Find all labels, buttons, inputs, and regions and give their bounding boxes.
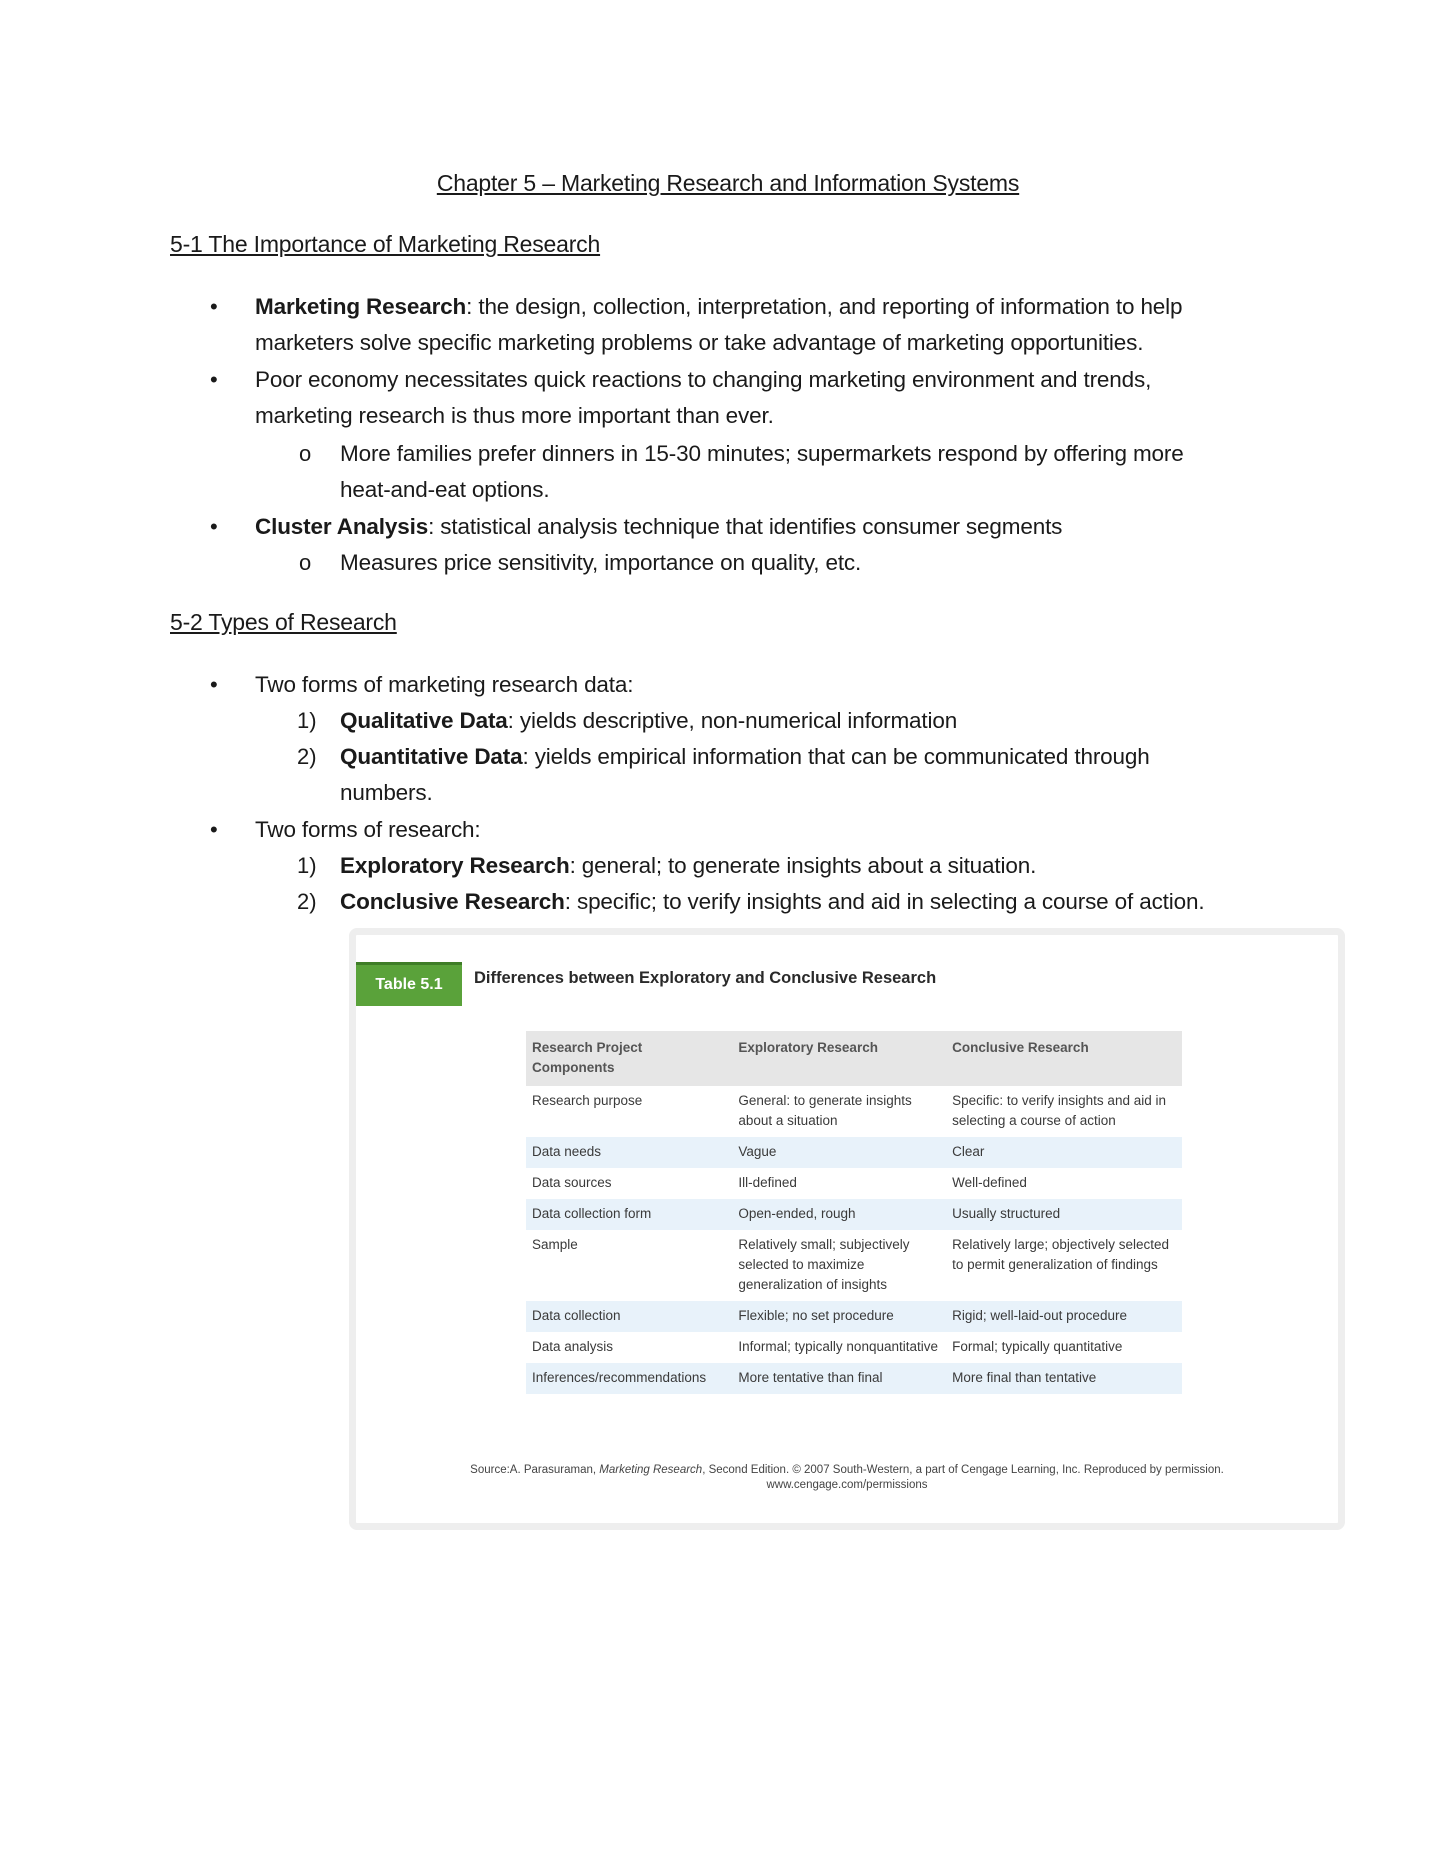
source-suffix: , Second Edition. © 2007 South-Western, a part of Cengage Learning, Inc. Reproduced by permission.	[702, 1464, 1224, 1476]
table-row	[526, 1086, 1182, 1137]
table-source-note	[356, 1463, 1338, 1493]
sub-bullet-continuation: heat-and-eat options.	[340, 477, 550, 502]
table-cell: Sample	[532, 1237, 578, 1252]
table-cell: Data collection form	[526, 1199, 732, 1230]
bullet-marker: •	[210, 367, 218, 392]
table-figure	[349, 928, 1345, 1530]
source-permissions-url: www.cengage.com/permissions	[766, 1479, 928, 1491]
list-item-continuation: numbers.	[340, 780, 433, 805]
term-quantitative-data: Quantitative Data	[340, 744, 523, 769]
bullet-marker: •	[210, 294, 218, 319]
bullet-two-forms-data: Two forms of marketing research data:	[255, 672, 634, 697]
definition-text: : statistical analysis technique that identifies consumer segments	[428, 514, 1063, 539]
list-item-conclusive	[340, 888, 1204, 916]
sub-bullet-marker: o	[299, 441, 312, 466]
definition-text: : yields empirical information that can be communicated through	[522, 744, 1150, 769]
section-heading-5-1: 5-1 The Importance of Marketing Research	[170, 231, 601, 257]
sub-bullet-families: More families prefer dinners in 15-30 minutes; supermarkets respond by offering more	[340, 441, 1184, 466]
bullet-marker: •	[210, 514, 218, 539]
bullet-poor-economy: Poor economy necessitates quick reactions to changing marketing environment and trends,	[255, 367, 1152, 392]
table-cell: Relatively large; objectively selected to permit generalization of findings	[952, 1237, 1169, 1272]
definition-text: : general; to generate insights about a situation.	[569, 853, 1037, 878]
list-number: 2)	[297, 889, 317, 914]
table-title: Differences between Exploratory and Conclusive Research	[474, 969, 937, 987]
term-conclusive-research: Conclusive Research	[340, 889, 565, 914]
list-number: 2)	[297, 744, 317, 769]
list-item-exploratory	[340, 852, 1036, 880]
term-cluster-analysis: Cluster Analysis	[255, 514, 429, 539]
definition-text: : specific; to verify insights and aid in selecting a course of action.	[564, 889, 1205, 914]
table-cell: Data collection	[526, 1301, 732, 1332]
column-header: Research Project Components	[526, 1031, 732, 1086]
bullet-continuation: marketing research is thus more important than ever.	[255, 403, 774, 428]
table-cell: Ill-defined	[738, 1175, 797, 1190]
table-cell: Specific: to verify insights and aid in selecting a course of action	[952, 1093, 1166, 1128]
table-row	[526, 1168, 1182, 1199]
table-cell: Data analysis	[532, 1339, 614, 1354]
table-cell: Rigid; well-laid-out procedure	[946, 1301, 1182, 1332]
table-cell: Inferences/recommendations	[526, 1363, 732, 1394]
table-cell: Usually structured	[946, 1199, 1182, 1230]
table-cell: Open-ended, rough	[732, 1199, 946, 1230]
bullet-marketing-research	[255, 293, 1182, 321]
table-cell: Informal; typically nonquantitative	[738, 1339, 938, 1354]
table-cell: Vague	[732, 1137, 946, 1168]
table-cell: Clear	[946, 1137, 1182, 1168]
table-header-row	[526, 1031, 1182, 1086]
definition-text: : the design, collection, interpretation, and reporting of information to help	[466, 294, 1183, 319]
column-header: Conclusive Research	[946, 1031, 1182, 1086]
table-cell: Data sources	[532, 1175, 612, 1190]
definition-text: : yields descriptive, non-numerical information	[507, 708, 958, 733]
table-cell: Relatively small; subjectively selected to maximize generalization of insights	[738, 1237, 910, 1292]
bullet-marker: •	[210, 672, 218, 697]
list-number: 1)	[297, 708, 317, 733]
table-row	[526, 1363, 1182, 1394]
bullet-cluster-analysis	[255, 513, 1062, 541]
table-cell: Well-defined	[952, 1175, 1027, 1190]
table-row	[526, 1199, 1182, 1230]
bullet-continuation: marketers solve specific marketing problems or take advantage of marketing opportunities.	[255, 330, 1144, 355]
list-item-quantitative	[340, 743, 1150, 771]
section-heading-5-2: 5-2 Types of Research	[170, 609, 397, 635]
table-cell: Research purpose	[532, 1093, 643, 1108]
table-row	[526, 1301, 1182, 1332]
list-number: 1)	[297, 853, 317, 878]
bullet-two-forms-research: Two forms of research:	[255, 817, 481, 842]
table-cell: General: to generate insights about a situation	[738, 1093, 912, 1128]
term-qualitative-data: Qualitative Data	[340, 708, 508, 733]
table-badge: Table 5.1	[356, 962, 462, 1006]
table-row	[526, 1332, 1182, 1363]
bullet-marker: •	[210, 817, 218, 842]
table-cell: Flexible; no set procedure	[732, 1301, 946, 1332]
source-book-title: Marketing Research	[599, 1464, 703, 1476]
list-item-qualitative	[340, 707, 957, 735]
table-cell: Formal; typically quantitative	[952, 1339, 1123, 1354]
table-cell: More final than tentative	[946, 1363, 1182, 1394]
table-cell: More tentative than final	[732, 1363, 946, 1394]
term-exploratory-research: Exploratory Research	[340, 853, 570, 878]
comparison-table	[526, 1031, 1182, 1394]
table-row	[526, 1137, 1182, 1168]
sub-bullet-marker: o	[299, 550, 312, 575]
page-title: Chapter 5 – Marketing Research and Information Systems	[436, 170, 1020, 196]
column-header: Exploratory Research	[732, 1031, 946, 1086]
source-prefix: Source:A. Parasuraman,	[470, 1464, 600, 1476]
table-cell: Data needs	[526, 1137, 732, 1168]
sub-bullet-measures: Measures price sensitivity, importance on quality, etc.	[340, 550, 862, 575]
term-marketing-research: Marketing Research	[255, 294, 467, 319]
table-row	[526, 1230, 1182, 1301]
